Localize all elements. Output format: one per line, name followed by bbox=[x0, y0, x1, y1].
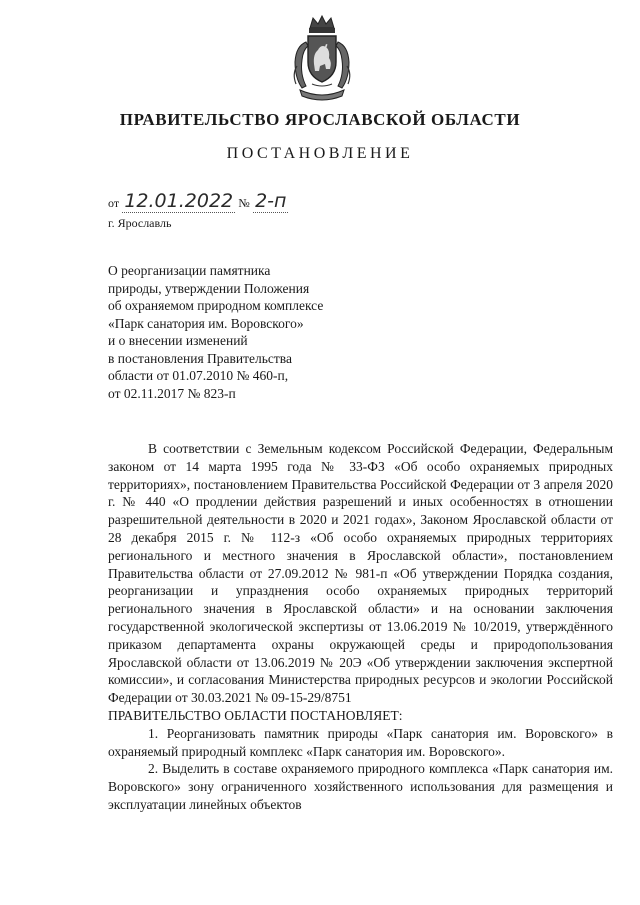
subject-line: об охраняемом природном комплексе bbox=[108, 298, 324, 313]
item-2-paragraph: 2. Выделить в составе охраняемого природного комплекса «Парк санатория им. Воровского» зону ограниченного хозяйственного использования для размещения и эксплуатации линейных объектов bbox=[108, 761, 613, 812]
subject-line: «Парк санатория им. Воровского» bbox=[108, 315, 304, 331]
subject-line: О реорганизации памятника bbox=[108, 263, 271, 278]
subject-line: области от 01.07.2010 № 460-п, bbox=[108, 368, 289, 383]
preamble-paragraph: В соответствии с Земельным кодексом Российской Федерации, Федеральным законом от 14 марта 1995 года № 33-ФЗ «Об особо охраняемых природных территориях», постановлением Правительства Российской Федерации от 3 апреля 2020 г. № 440 «О продлении действия разрешений и иных особенностях в отношении разрешительной деятельности в 2020 и 2021 годах», Законом Ярославской области от 28 декабря 2015 г. № 112-з «Об особо охраняемых природных территориях регионального и местного значения в Ярославской области», постановлением Правительства области от 27.09.2012 № 981-п «Об утверждении Порядка создания, реорганизации и упразднения особо охраняемых природных территорий регионального значения в Ярославской области» и на основании заключения государственной экологической экспертизы от 13.06.2019 № 10/2019, утверждённого приказом департамента охраны окружающей среды и природопользования Ярославской области от 13.06.2019 № 20Э «Об утверждении заключения экспертной комиссии», и согласования Министерства природных ресурсов и экологии Российской Федерации от 30.03.2021 № 09-15-29/8751 bbox=[108, 441, 613, 706]
document-type: ПОСТАНОВЛЕНИЕ bbox=[226, 145, 414, 162]
subject-line: природы, утверждении Положения bbox=[108, 280, 310, 296]
document-number: 2-п bbox=[255, 190, 287, 212]
coat-of-arms-icon bbox=[286, 14, 358, 106]
city: г. Ярославль bbox=[108, 216, 172, 230]
resolution-heading: ПРАВИТЕЛЬСТВО ОБЛАСТИ ПОСТАНОВЛЯЕТ: bbox=[108, 707, 403, 723]
number-prefix: № bbox=[238, 196, 250, 210]
date-prefix: от bbox=[108, 196, 120, 210]
document-body bbox=[108, 440, 613, 814]
date-number-line bbox=[108, 190, 288, 212]
subject-line: и о внесении изменений bbox=[108, 333, 248, 348]
government-title: ПРАВИТЕЛЬСТВО ЯРОСЛАВСКОЙ ОБЛАСТИ bbox=[119, 110, 521, 129]
subject-line: в постановления Правительства bbox=[108, 350, 292, 366]
subject-line: от 02.11.2017 № 823-п bbox=[108, 385, 236, 401]
document-subject bbox=[108, 262, 323, 402]
document-date: 12.01.2022 bbox=[124, 190, 234, 212]
item-1-paragraph: 1. Реорганизовать памятник природы «Парк санатория им. Воровского» в охраняемый природный комплекс «Парк санатория им. Воровского». bbox=[108, 725, 613, 759]
